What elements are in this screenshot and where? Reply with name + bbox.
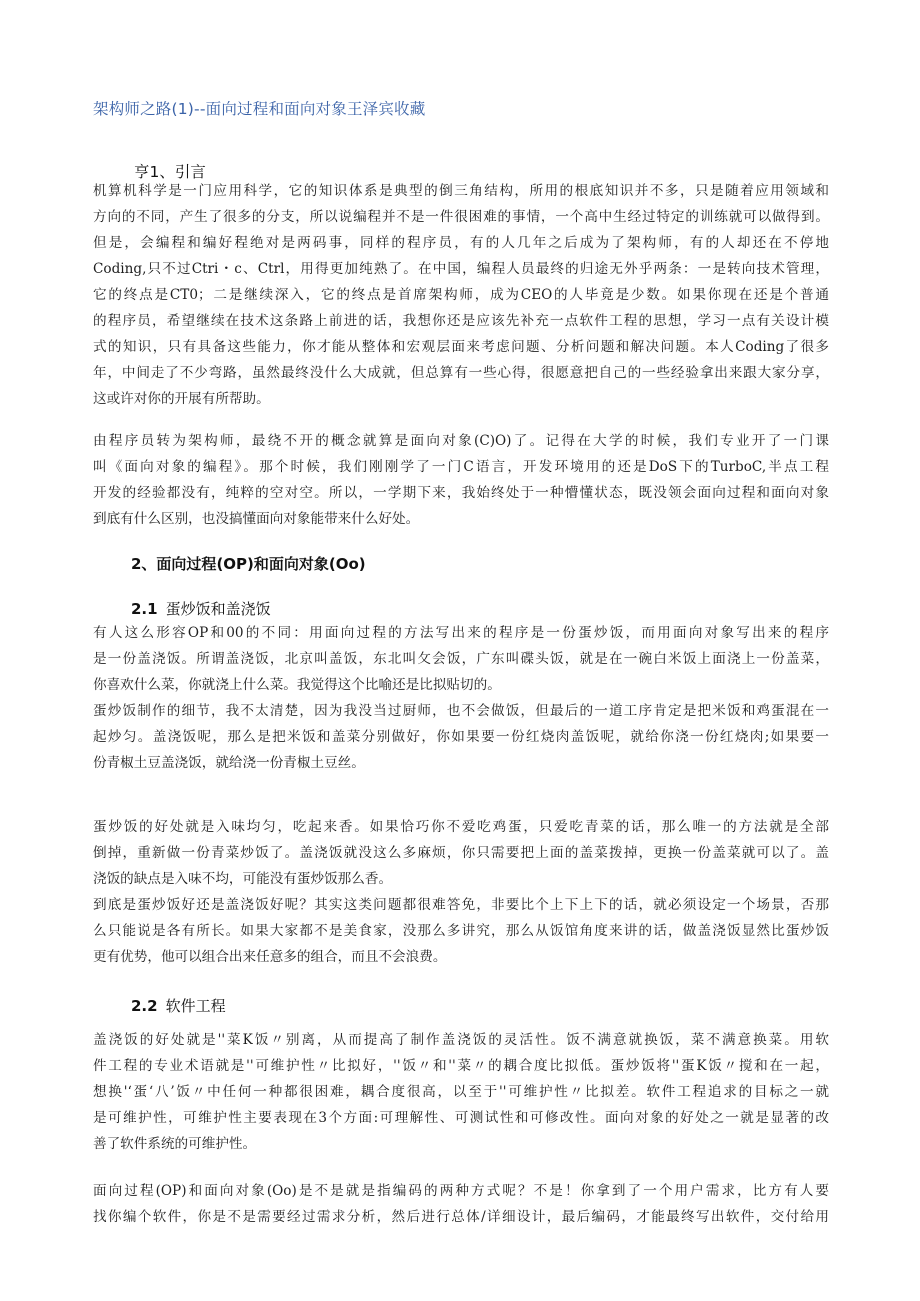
text-line: 你喜欢什么菜，你就浇上什么菜。我觉得这个比喻还是比拟贴切的。 xyxy=(93,677,501,693)
section-1-paragraph-2 xyxy=(93,428,829,532)
text-line: 找你编个软件，你是不是需要经过需求分析，然后进行总体/详细设计，最后编码，才能最终写出软件，交付给用 xyxy=(93,1209,829,1225)
text-line: 到底有什么区别，也没搞懂面向对象能带来什么好处。 xyxy=(93,511,420,527)
text-line: 它的终点是CT0；二是继续深入，它的终点是首席架构师，成为CEO的人毕竟是少数。如果你现在还是个普通 xyxy=(93,287,829,303)
text-line: 机算机科学是一门应用科学，它的知识体系是典型的倒三角结构，所用的根底知识并不多，只是随着应用领域和 xyxy=(93,183,829,199)
text-line: 是一份盖浇饭。所谓盖浇饭，北京叫盖饭，东北叫攵会饭，广东叫碟头饭，就是在一碗白米饭上面浇上一份盖菜， xyxy=(93,651,829,667)
text-line: 叫《面向对象的编程》。那个时候，我们刚刚学了一门C语言，开发环境用的还是DoS下的TurboC,半点工程 xyxy=(93,459,829,475)
text-line: 但是，会编程和编好程绝对是两码事，同样的程序员，有的人几年之后成为了架构师，有的人却还在不停地 xyxy=(93,235,829,251)
subsection-title: 蛋炒饭和盖浇饭 xyxy=(165,600,271,618)
text-line: 是可维护性，可维护性主要表现在3个方面:可理解性、可测试性和可修改性。面向对象的好处之一就是显著的改 xyxy=(93,1110,829,1126)
subsection-number: 2.2 xyxy=(131,997,158,1015)
section-2-heading: 2、面向过程(OP)和面向对象(Oo) xyxy=(131,555,366,573)
text-line: 倒掉，重新做一份青菜炒饭了。盖浇饭就没这么多麻烦，你只需要把上面的盖菜拨掉，更换一份盖菜就可以了。盖 xyxy=(93,845,829,861)
text-line: 式的知识，只有具备这些能力，你才能从整体和宏观层面来考虑问题、分析问题和解决问题。本人Coding了很多 xyxy=(93,339,829,355)
text-line: 开发的经验都没有，纯粹的空对空。所以，一学期下来，我始终处于一种懵懂状态，既没领会面向过程和面向对象 xyxy=(93,485,829,501)
text-line: 善了软件系统的可维护性。 xyxy=(93,1136,257,1152)
document-title: 架构师之路(1)--面向过程和面向对象王泽宾收藏 xyxy=(93,100,426,118)
text-line: 蛋炒饭的好处就是入味均匀，吃起来香。如果恰巧你不爱吃鸡蛋，只爱吃青菜的话，那么唯一的方法就是全部 xyxy=(93,819,829,835)
text-line: 方向的不同，产生了很多的分支，所以说编程并不是一件很困难的事情，一个高中生经过特定的训练就可以做得到。 xyxy=(93,209,829,225)
subsection-title: 软件工程 xyxy=(165,997,226,1015)
text-line: 份青椒土豆盖浇饭，就给浇一份青椒土豆丝。 xyxy=(93,755,365,771)
subsection-2-1-heading xyxy=(131,598,271,619)
subsection-2-2-paragraph-2 xyxy=(93,1178,829,1230)
text-line: 由程序员转为架构师，最绕不开的概念就算是面向对象(C)O)了。记得在大学的时候，我们专业开了一门课 xyxy=(93,433,829,449)
text-line: 么只能说是各有所长。如果大家都不是美食家，没那么多讲究，那么从饭馆角度来讲的话，做盖浇饭显然比蛋炒饭 xyxy=(93,923,829,939)
section-1-paragraph-1 xyxy=(93,178,829,412)
text-line: 更有优势，他可以组合出来任意多的组合，而且不会浪费。 xyxy=(93,949,447,965)
text-line: 面向过程(OP)和面向对象(Oo)是不是就是指编码的两种方式呢？不是！你拿到了一个用户需求，比方有人要 xyxy=(93,1183,829,1199)
subsection-2-2-heading xyxy=(131,995,226,1016)
subsection-2-1-paragraph-2 xyxy=(93,814,829,970)
text-line: 的程序员，希望继续在技术这条路上前进的话，我想你还是应该先补充一点软件工程的思想，学习一点有关设计模 xyxy=(93,313,829,329)
text-line: 浇饭的缺点是入味不均，可能没有蛋炒饭那么香。 xyxy=(93,871,393,887)
text-line: 有人这么形容OP和00的不同：用面向过程的方法写出来的程序是一份蛋炒饭，而用面向对象写出来的程序 xyxy=(93,625,829,641)
text-line: 件工程的专业术语就是''可维护性〃比拟好，''饭〃和''菜〃的耦合度比拟低。蛋炒饭将''蛋K饭〃搅和在一起， xyxy=(93,1058,829,1074)
text-line: 盖浇饭的好处就是''菜K饭〃别离，从而提高了制作盖浇饭的灵活性。饭不满意就换饭，菜不满意换菜。用软 xyxy=(93,1032,829,1048)
text-line: 这或许对你的开展有所帮助。 xyxy=(93,391,270,407)
text-line: 想换'‘蛋‘八’饭〃中任何一种都很困难，耦合度很高，以至于''可维护性〃比拟差。软件工程追求的目标之一就 xyxy=(93,1084,829,1100)
text-line: 到底是蛋炒饭好还是盖浇饭好呢？其实这类问题都很难答免，非要比个上下上下的话，就必须设定一个场景，否那 xyxy=(93,897,829,913)
subsection-2-1-paragraph-1 xyxy=(93,620,829,776)
text-line: 年，中间走了不少弯路，虽然最终没什么大成就，但总算有一些心得，很愿意把自己的一些经验拿出来跟大家分享， xyxy=(93,365,829,381)
text-line: 起炒匀。盖浇饭呢，那么是把米饭和盖菜分别做好，你如果要一份红烧肉盖饭呢，就给你浇一份红烧肉;如果要一 xyxy=(93,729,829,745)
subsection-number: 2.1 xyxy=(131,600,158,618)
text-line: 蛋炒饭制作的细节，我不太清楚，因为我没当过厨师，也不会做饭，但最后的一道工序肯定是把米饭和鸡蛋混在一 xyxy=(93,703,829,719)
section-1-heading: 亨1、引言 xyxy=(134,163,206,181)
subsection-2-2-paragraph-1 xyxy=(93,1027,829,1157)
text-line: Coding,只不过Ctri・c、Ctrl，用得更加纯熟了。在中国，编程人员最终的归途无外乎两条：一是转向技术管理， xyxy=(93,261,829,277)
